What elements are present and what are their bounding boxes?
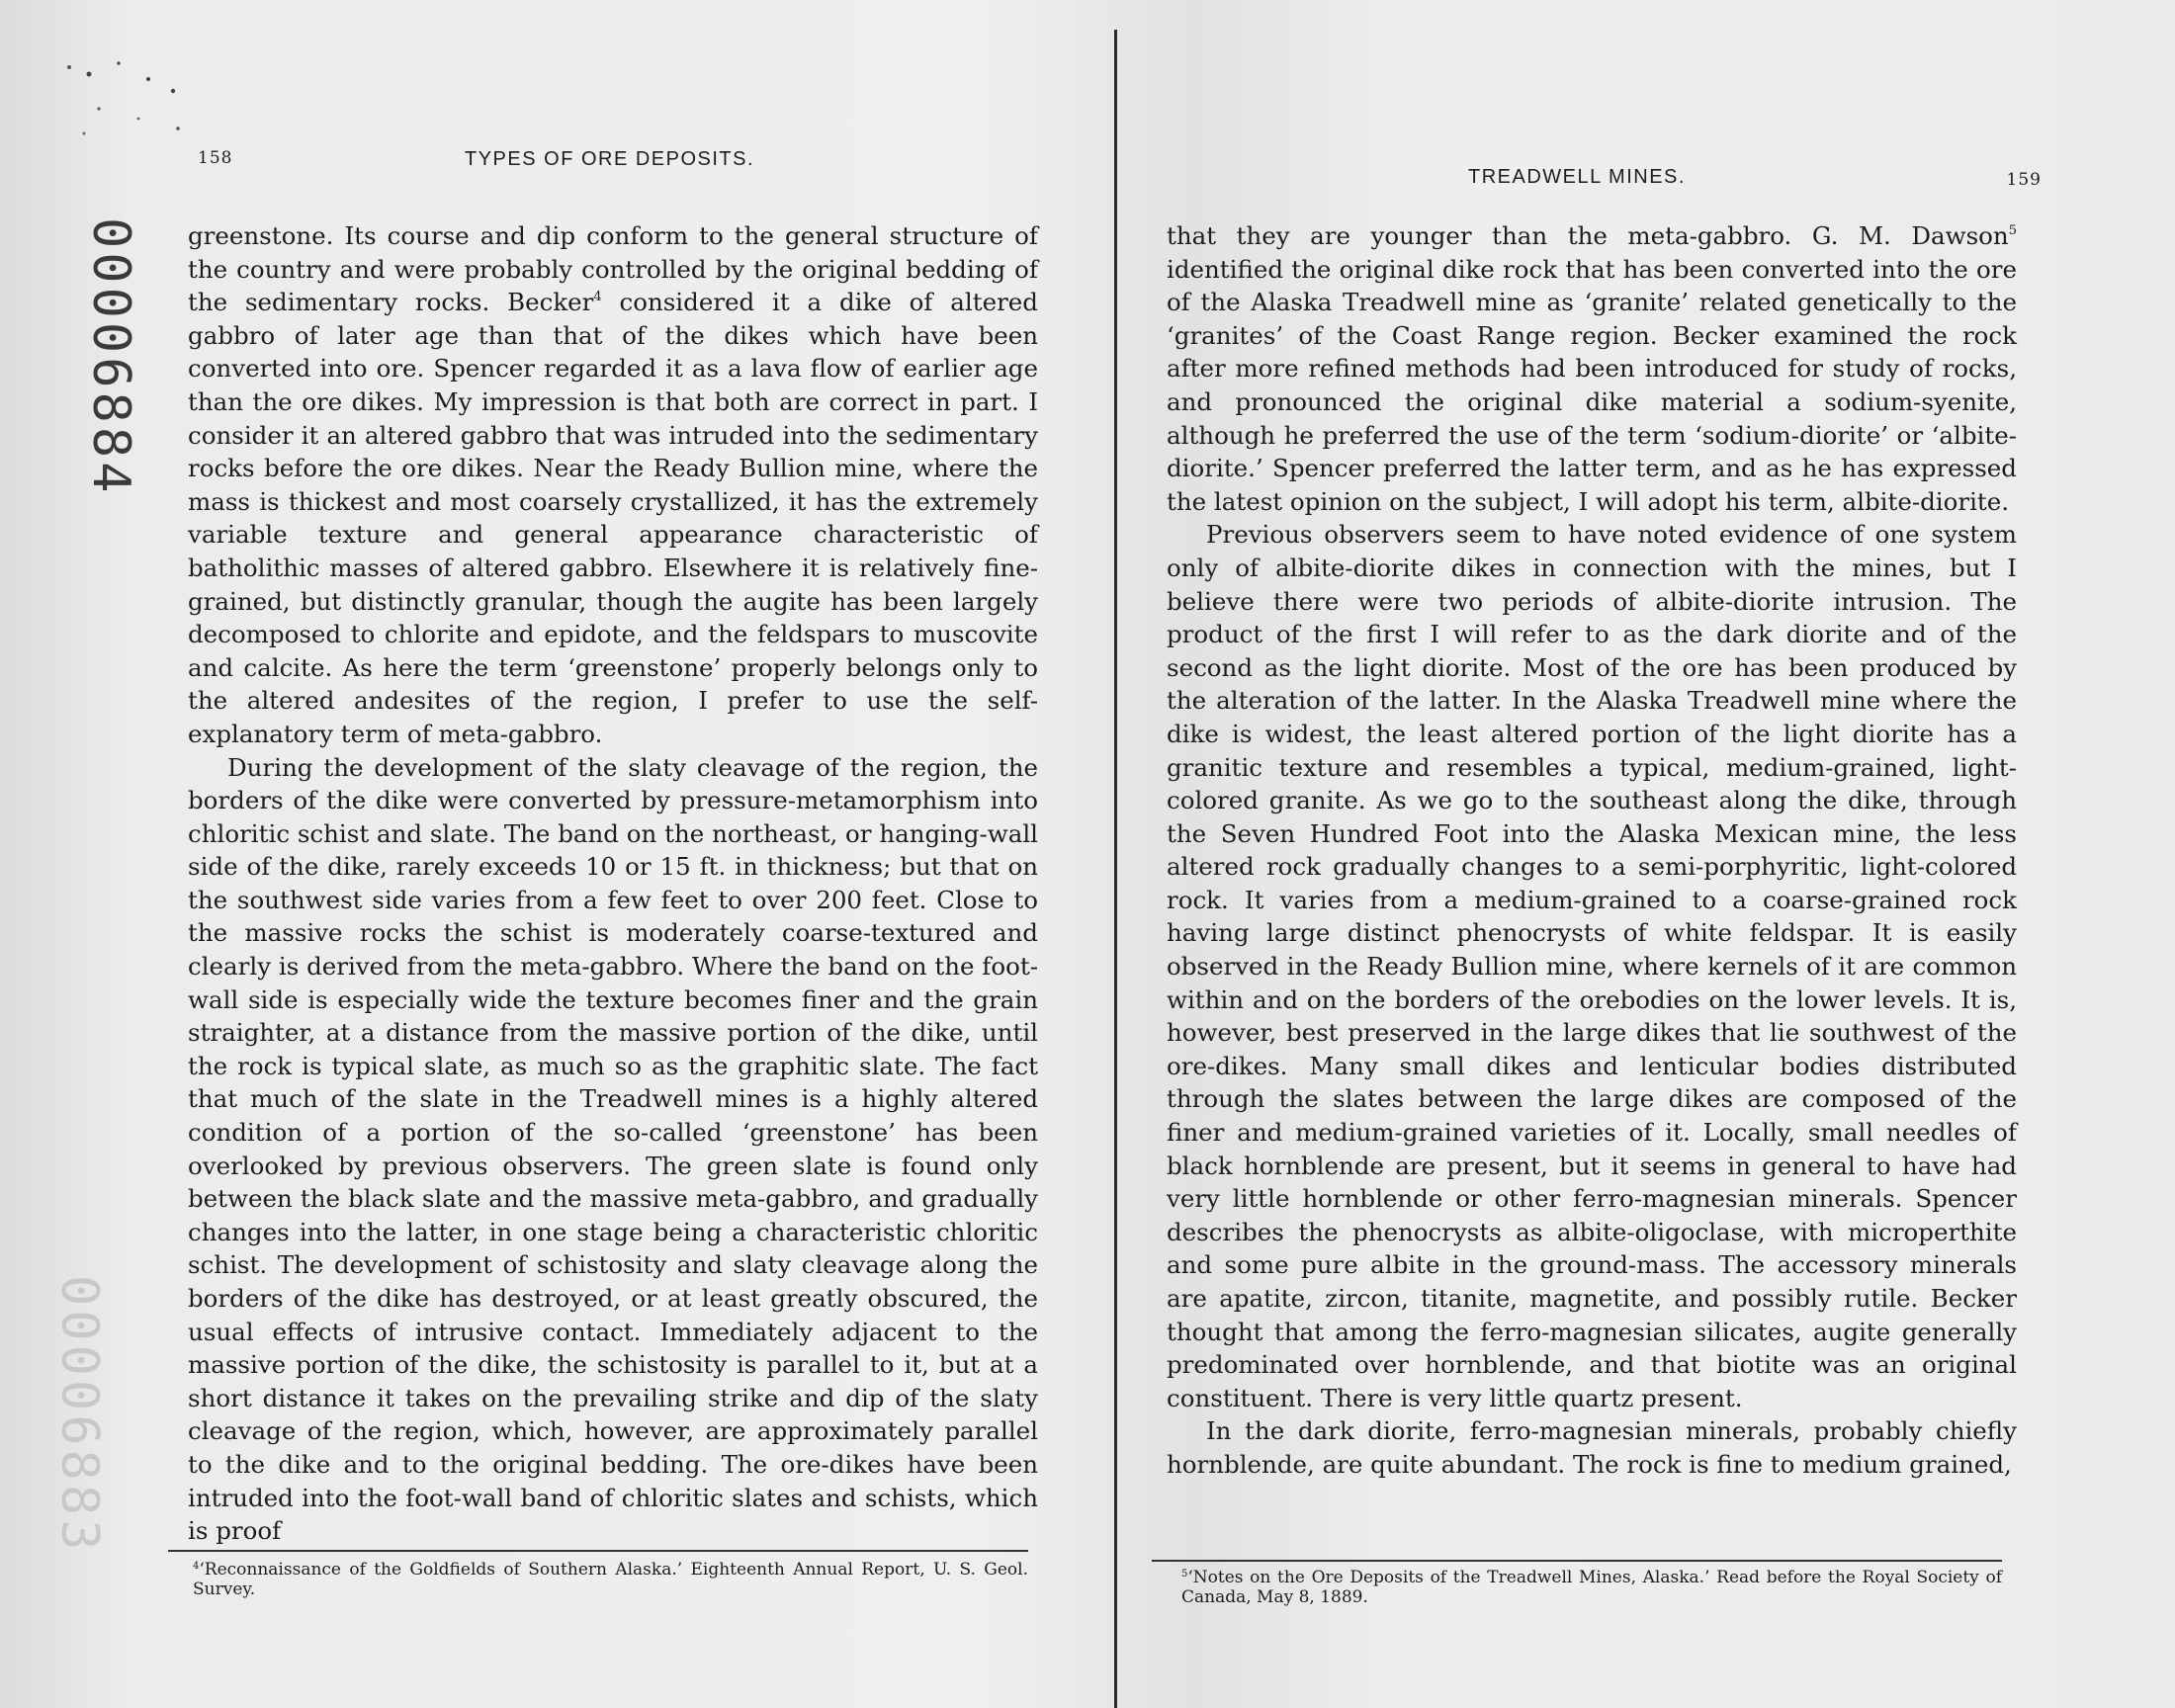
right-footnote-ref: 5 <box>2008 223 2017 238</box>
left-paragraph-2 <box>188 751 1038 1548</box>
left-footnote-rule <box>168 1550 1028 1552</box>
right-running-title: TREADWELL MINES. <box>1468 166 1686 188</box>
right-running-head <box>1152 148 2042 190</box>
left-footnote-ref: 4 <box>593 290 602 305</box>
scan-stamp-top: 00006884 <box>81 217 140 497</box>
left-p2-text: During the development of the slaty cleavage of the region, the borders of the dike were converted by pressure-metamorphism into chloritic schist and slate. The band on the northeast, or hanging-wall side of the dike, rarely exceeds 10 or 15 ft. in thickness; but that on the southwest side varies from a few feet to over 200 feet. Close to the massive rocks the schist is moderately coarse-textured and clearly is derived from the meta-gabbro. Where the band on the foot-wall side is especially wide the texture becomes finer and the grain straighter, at a distance from the massive portion of the dike, until the rock is typical slate, as much so as the graphitic slate. The fact that much of the slate in the Treadwell mines is a highly altered condition of a portion of the so-called ‘greenstone’ has been overlooked by previous observers. The green slate is found only between the black slate and the massive meta-gabbro, and gradually changes into the latter, in one stage being a characteristic chloritic schist. The development of schistosity and slaty cleavage along the borders of the dike has destroyed, or at least greatly obscured, the usual effects of intrusive contact. Immediately adjacent to the massive portion of the dike, the schistosity is parallel to it, but at a short distance it takes on the prevailing strike and dip of the slaty cleavage of the region, which, however, are approximately parallel to the dike and to the original bedding. The ore-dikes have been intruded into the foot-wall band of chloritic slates and schists, which is proof <box>188 752 1038 1546</box>
right-page <box>1152 0 2042 1708</box>
left-footnote <box>193 1560 1028 1599</box>
right-footnote-rule <box>1152 1560 2002 1562</box>
left-paragraph-1 <box>188 219 1038 751</box>
right-footnote <box>1181 1568 2002 1607</box>
right-paragraph-3 <box>1167 1414 2017 1481</box>
left-footnote-marker: 4 <box>193 1561 200 1572</box>
scan-stamp-bottom: 00006883 <box>49 1275 109 1555</box>
right-p1-text-b: identified the original dike rock that has been converted into the ore of the Alaska Treadwell mine as ‘granite’ related genetically to the ‘granites’ of the Coast Range region. Becker examined the rock after more refined methods had been introduced for study of rocks, and pronounced the original dike material a sodium-syenite, although he preferred the use of the term ‘sodium-diorite’ or ‘albite-diorite.’ Spencer preferred the latter term, and as he has expressed the latest opinion on the subject, I will adopt his term, albite-diorite. <box>1167 254 2017 516</box>
left-p1-text-b: considered it a dike of altered gabbro of later age than that of the dikes which have been converted into ore. Spencer regarded it as a lava flow of earlier age than the ore dikes. My impression is that both are correct in part. I consider it an altered gabbro that was intruded into the sedimentary rocks before the ore dikes. Near the Ready Bullion mine, where the mass is thickest and most coarsely crystallized, it has the extremely variable texture and general appearance characteristic of batholithic masses of altered gabbro. Elsewhere it is relatively fine-grained, but distinctly granular, though the augite has been largely decomposed to chlorite and epidote, and the feldspars to muscovite and calcite. As here the term ‘greenstone’ properly belongs only to the altered andesites of the region, I prefer to use the self-explanatory term of meta-gabbro. <box>188 288 1038 748</box>
left-page-number: 158 <box>198 148 233 168</box>
right-page-number: 159 <box>2006 170 2042 190</box>
left-page <box>168 0 1058 1708</box>
right-p2-text: Previous observers seem to have noted evidence of one system only of albite-diorite dikes in connection with the mines, but I believe there were two periods of albite-diorite intrusion. The product of the first I will refer to as the dark diorite and of the second as the light diorite. Most of the ore has been produced by the alteration of the latter. In the Alaska Treadwell mine where the dike is widest, the least altered portion of the light diorite has a granitic texture and resembles a typical, medium-grained, light-colored granite. As we go to the southeast along the dike, through the Seven Hundred Foot into the Alaska Mexican mine, the less altered rock gradually changes to a semi-porphyritic, light-colored rock. It varies from a medium-grained to a coarse-grained rock having large distinct phenocrysts of white feldspar. It is easily observed in the Ready Bullion mine, where kernels of it are common within and on the borders of the orebodies on the lower levels. It is, however, best preserved in the large dikes that lie southwest of the ore-dikes. Many small dikes and lenticular bodies distributed through the slates between the large dikes are composed of the finer and medium-grained varieties of it. Locally, small needles of black hornblende are present, but it seems in general to have had very little hornblende or other ferro-magnesian minerals. Spencer describes the phenocrysts as albite-oligoclase, with microperthite and some pure albite in the ground-mass. The accessory minerals are apatite, zircon, titanite, magnetite, and possibly rutile. Becker thought that among the ferro-magnesian silicates, augite generally predominated over hornblende, and that biotite was an original constituent. There is very little quartz present. <box>1167 520 2017 1412</box>
left-footnote-text: ‘Reconnaissance of the Goldfields of Southern Alaska.’ Eighteenth Annual Report, U. S. Geol. Survey. <box>193 1560 1028 1599</box>
left-body-text <box>188 219 1038 1548</box>
right-footnote-text: ‘Notes on the Ore Deposits of the Treadwell Mines, Alaska.’ Read before the Royal Society of Canada, May 8, 1889. <box>1181 1568 2002 1607</box>
book-gutter <box>1114 30 1117 1708</box>
left-p1-text-a: greenstone. Its course and dip conform to the general structure of the country and were probably controlled by the original bedding of the sedimentary rocks. Becker <box>188 221 1038 317</box>
right-p3-text: In the dark diorite, ferro-magnesian minerals, probably chiefly hornblende, are quite abundant. The rock is fine to medium grained, <box>1167 1416 2017 1479</box>
right-body-text <box>1167 219 2017 1482</box>
right-p1-text-a: that they are younger than the meta-gabbro. G. M. Dawson <box>1167 221 2009 250</box>
right-footnote-marker: 5 <box>1181 1569 1188 1580</box>
right-paragraph-2 <box>1167 518 2017 1414</box>
right-paragraph-1 <box>1167 219 2017 518</box>
left-running-title: TYPES OF ORE DEPOSITS. <box>465 148 755 170</box>
left-running-head <box>168 148 1058 178</box>
